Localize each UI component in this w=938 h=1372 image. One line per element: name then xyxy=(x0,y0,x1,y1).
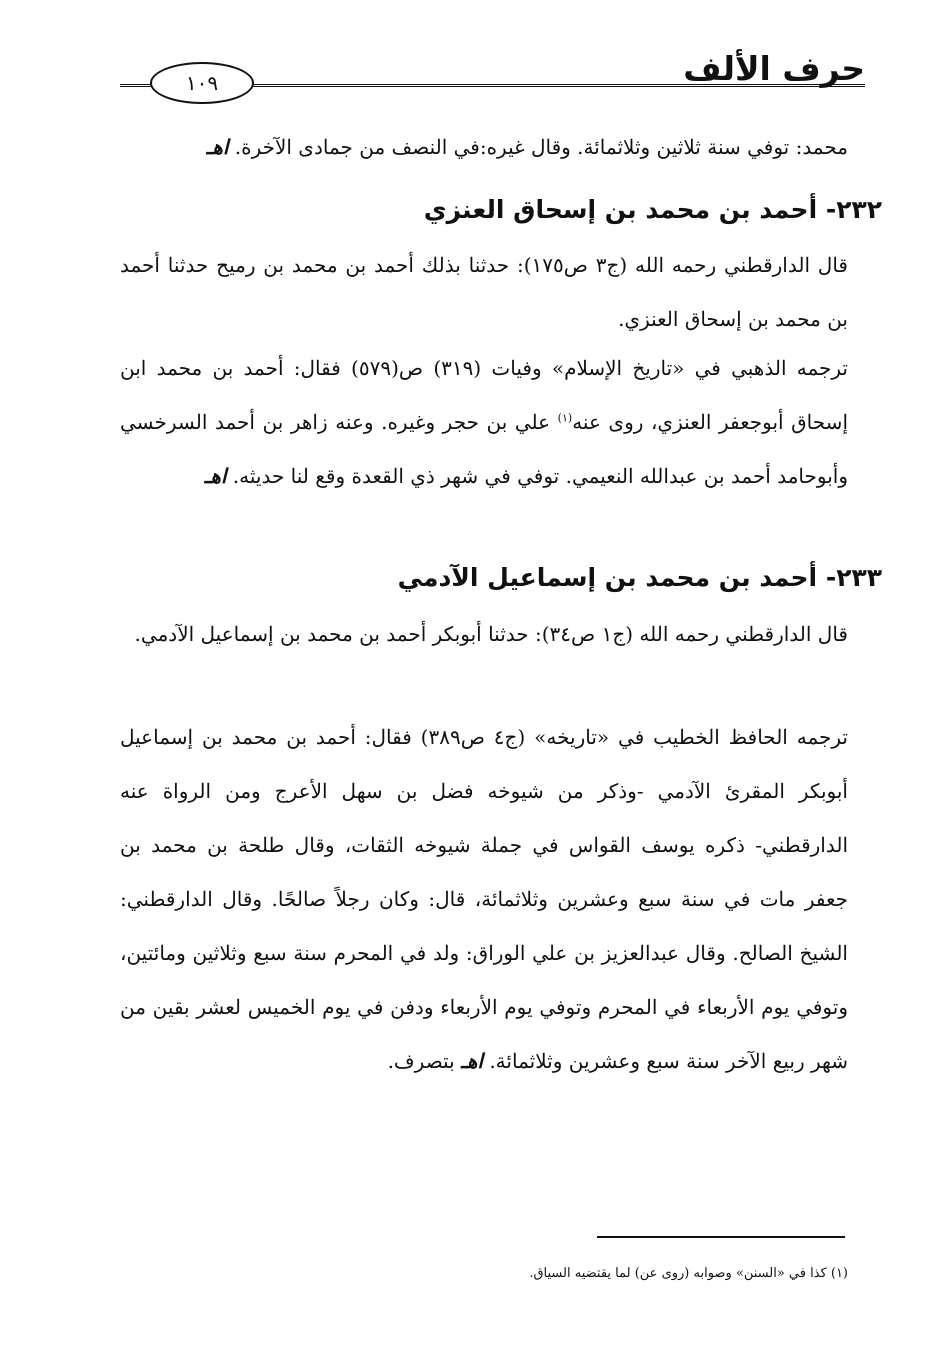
entry-232-p2-text-b: علي بن حجر وغيره. وعنه زاهر بن أحمد السرخسي وأبوحامد أحمد بن عبدالله النعيمي. توفي في شهر ذي القعدة وقع لنا حديثه. xyxy=(120,410,848,488)
entry-233-end-abbr: اهـ xyxy=(461,1049,483,1073)
entry-233-p2-text: ترجمه الحافظ الخطيب في «تاريخه» (ج٤ ص٣٨٩) فقال: أحمد بن محمد بن إسماعيل أبوبكر المقرئ الآدمي -وذكر من شيوخه فضل بن سهل الأعرج ومن الرواة عنه الدارقطني- ذكره يوسف القواس في جملة شيوخه الثقات، وقال طلحة بن محمد بن جعفر مات في سنة سبع وعشرين وثلاثمائة، قال: وكان رجلاً صالحًا. وقال الدارقطني: الشيخ الصالح. وقال عبدالعزيز بن علي الوراق: ولد في المحرم سنة سبع وثلاثين ومائتين، وتوفي يوم الأربعاء في المحرم وتوفي يوم الأربعاء ودفن في يوم الخميس لعشر بقين من شهر ربيع الآخر سنة سبع وعشرين وثلاثمائة. xyxy=(120,725,848,1073)
chapter-title: حرف الألف xyxy=(683,49,865,88)
entry-232-paragraph-1: قال الدارقطني رحمه الله (ج٣ ص١٧٥): حدثنا بذلك أحمد بن محمد بن رميح حدثنا أحمد بن محمد بن إسحاق العنزي. xyxy=(120,253,848,331)
entry-233-tail: بتصرف. xyxy=(387,1049,455,1073)
page-header xyxy=(120,48,865,98)
footnote xyxy=(300,1262,848,1286)
intro-text: محمد: توفي سنة ثلاثين وثلاثمائة. وقال غيره:في النصف من جمادى الآخرة. xyxy=(234,135,848,159)
entry-233-heading: ٢٣٣- أحمد بن محمد بن إسماعيل الآدمي xyxy=(397,563,882,592)
entry-232-heading: ٢٣٢- أحمد بن محمد بن إسحاق العنزي xyxy=(423,195,882,224)
intro-end-abbr: اهـ xyxy=(206,135,229,159)
footnote-reference: (١) xyxy=(557,411,573,425)
entry-233-paragraph-2 xyxy=(120,710,848,1088)
entry-232-end-abbr: اهـ xyxy=(204,464,227,488)
entry-232-p2-text-a: ترجمه الذهبي في «تاريخ الإسلام» وفيات (٣١٩) ص(٥٧٩) فقال: أحمد بن محمد ابن إسحاق أبوجعفر العنزي، روى عنه xyxy=(120,356,849,434)
footnote-text: كذا في «السنن» وصوابه (روى عن) لما يقتضيه السياق. xyxy=(529,1266,827,1281)
footnote-mark: (١) xyxy=(830,1266,848,1281)
intro-paragraph xyxy=(120,120,848,174)
page-number: ١٠٩ xyxy=(150,62,254,104)
entry-233-paragraph-1: قال الدارقطني رحمه الله (ج١ ص٣٤): حدثنا أبوبكر أحمد بن محمد بن إسماعيل الآدمي. xyxy=(134,622,848,646)
footnote-separator xyxy=(597,1236,845,1238)
entry-232-paragraph-2 xyxy=(120,341,848,503)
